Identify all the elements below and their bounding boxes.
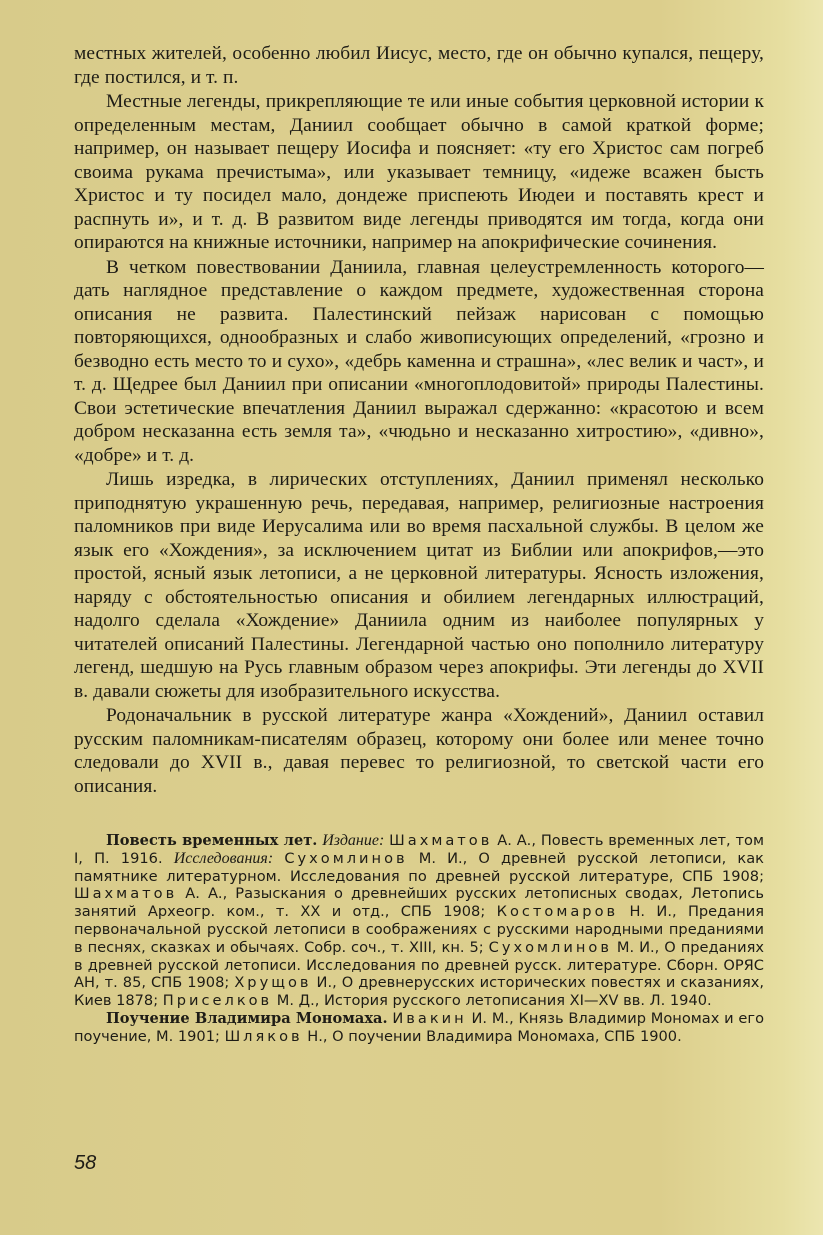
citation-text: М. Д., История русского летописания XI—XV вв. Л. 1940. — [272, 992, 712, 1010]
author-name: Сухомлинов — [488, 938, 612, 956]
bibliography-entry — [74, 832, 764, 1010]
main-text — [74, 42, 764, 798]
author-name: Хрущов — [234, 974, 312, 992]
citation-text: Н., О поучении Владимира Мономаха, СПБ 1900. — [302, 1027, 682, 1045]
book-page — [74, 42, 764, 1046]
entry-title: Поучение Владимира Мономаха. — [106, 1009, 388, 1027]
citation-text: И. М., Князь Владимир Мономах и его поучение, М. 1901; — [74, 1009, 764, 1045]
citation-text: М. И., О преданиях в древней русской летописи. Исследования по древней русск. литературе. Сборн. ОРЯС АН, т. 85, СПБ 1908; — [74, 938, 764, 992]
citation-text: А. А., Повесть временных лет, том I, П. 1916. — [74, 832, 764, 867]
entry-title: Повесть временных лет. — [106, 832, 318, 849]
paragraph-continuation: местных жителей, особенно любил Иисус, место, где он обычно купался, пещеру, где постился, и т. п. — [74, 43, 764, 88]
author-name: Сухомлинов — [284, 849, 408, 867]
author-name: Шахматов — [74, 885, 178, 903]
paragraph: Лишь изредка, в лирических отступлениях, Даниил применял несколько приподнятую украшенную речь, передавая, например, религиозные настроения паломников при виде Иерусалима или во время пасхальной службы. В целом же язык его «Хождения», за исключением цитат из Библии или апокрифов,—это простой, ясный язык летописи, а не церковной литературы. Ясность изложения, наряду с обстоятельностью описания и обилием легендарных иллюстраций, надолго сделала «Хождение» Даниила одним из наиболее популярных у читателей описаний Палестины. Легендарной частью оно пополнило литературу легенд, шедшую на Русь главным образом через апокрифы. Эти легенды до XVII в. давали сюжеты для изобразительного искусства. — [74, 469, 764, 702]
citation-text: А. А., Разыскания о древнейших русских летописных сводах, Летопись занятий Археогр. ком., т. XX и отд., СПБ 1908; — [74, 885, 764, 921]
page-number: 58 — [74, 1152, 97, 1174]
edition-label: Издание: — [322, 832, 385, 849]
paragraph: Родоначальник в русской литературе жанра «Хождений», Даниил оставил русским паломникам-писателям образец, которому они более или менее точно следовали до XVII в., давая перевес то религиозной, то светской части его описания. — [74, 705, 764, 797]
citation-text: Н. И., Предания первоначальной русской летописи в соображениях с русскими народными преданиями в песнях, сказках и обычаях. Собр. соч., т. XIII, кн. 5; — [74, 903, 764, 956]
bibliography — [74, 832, 764, 1046]
paragraph: Местные легенды, прикрепляющие те или иные события церковной истории к определенным местам, Даниил сообщает обычно в самой краткой форме; например, он называет пещеру Иосифа и поясняет: «ту его Христос сам погреб своима рукама пречистыма», или указывает темницу, «идеже всажен бысть Христос и ту посидел мало, дондеже приспеють Июдеи и поставять крест и распнуть и», и т. д. В развитом виде легенды приводятся им тогда, когда они опираются на книжные источники, например на апокрифические сочинения. — [74, 91, 764, 253]
author-name: Костомаров — [496, 903, 619, 921]
citation-text: И., О древнерусских исторических повестях и сказаниях, Киев 1878; — [74, 974, 764, 1010]
paragraph: В четком повествовании Даниила, главная целеустремленность которого—дать наглядное представление о каждом предмете, художественная сторона описания не развита. Палестинский пейзаж нарисован с помощью повторяющихся, однообразных и слабо живописующих определений, «грозно и безводно есть место то и сухо», «дебрь каменна и страшна», «лес велик и част», и т. д. Щедрее был Даниил при описании «многоплодовитой» природы Палестины. Свои эстетические впечатления Даниил выражал сдержанно: «красотою и всем добром несказанна есть земля та», «чюдьно и несказанно хитростию», «дивно», «добре» и т. д. — [74, 256, 764, 466]
bibliography-entry — [74, 1010, 764, 1046]
author-name: Шахматов — [389, 832, 493, 849]
author-name: Шляков — [224, 1027, 303, 1045]
research-label: Исследования: — [173, 849, 274, 867]
author-name: Приселков — [162, 992, 273, 1010]
author-name: Ивакин — [392, 1009, 467, 1027]
citation-text: М. И., О древней русской летописи, как памятнике литературном. Исследования по древней русской литературе, СПБ 1908; — [74, 849, 764, 885]
